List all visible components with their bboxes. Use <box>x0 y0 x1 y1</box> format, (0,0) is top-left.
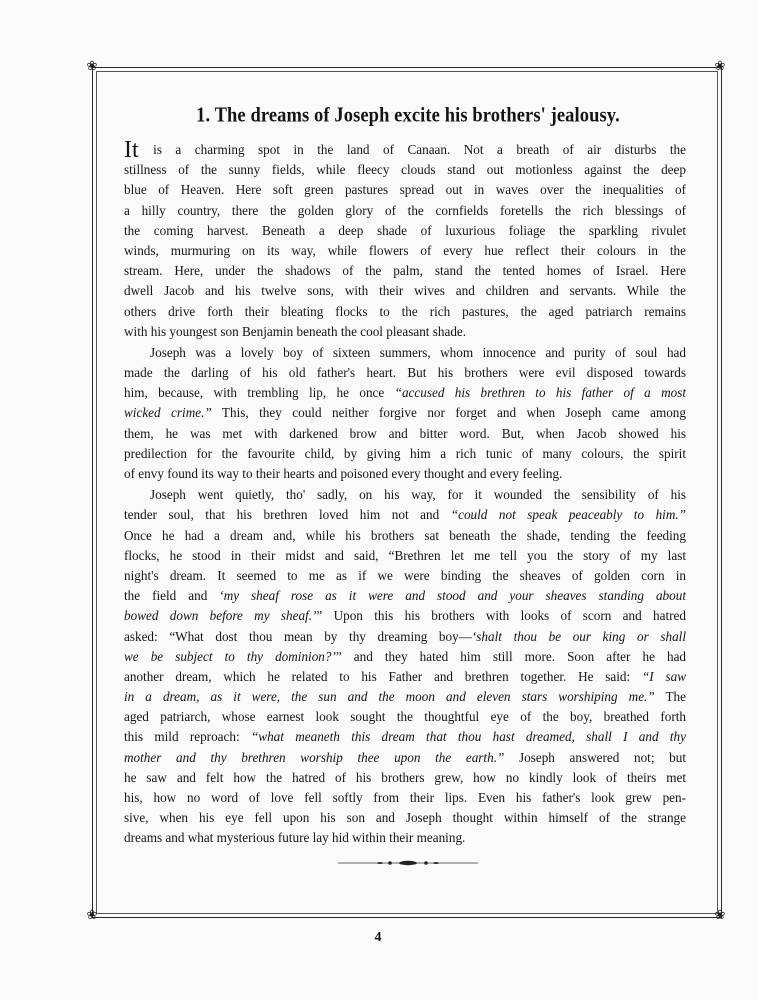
text-line <box>124 808 686 828</box>
text-line <box>124 566 686 586</box>
text-line <box>124 403 686 423</box>
text-line <box>124 667 686 687</box>
italic-quote: “what meaneth this dream that thou hast dreamed, shall I and thy <box>250 729 686 745</box>
text-line <box>124 647 686 667</box>
text-line <box>124 727 686 747</box>
text-run: the field and <box>124 588 220 604</box>
text-line <box>124 302 686 322</box>
corner-ornament-bottom-left: ❀ <box>86 908 98 923</box>
italic-quote: “accused his brethren to his father of a most <box>394 385 686 401</box>
italic-quote: we be subject to thy dominion?’ <box>124 648 336 664</box>
text-run: his, how no word of love fell softly from their lips. Even his father's look grew pen- <box>124 790 686 805</box>
text-run: blue of Heaven. Here soft green pastures spread out in waves over the inequalities of <box>124 182 686 198</box>
text-run: stream. Here, under the shadows of the palm, stand the tented homes of Israel. Here <box>124 263 686 279</box>
text-line <box>124 281 686 301</box>
text-line <box>124 526 686 546</box>
italic-quote: mother and thy brethren worship thee upon the earth.” <box>124 749 505 765</box>
text-line <box>124 201 686 221</box>
page-number: 4 <box>374 930 382 945</box>
drop-cap: It <box>124 140 139 161</box>
text-run: Joseph answered not; but <box>504 749 686 765</box>
italic-quote: in a dream, as it were, the sun and the moon and eleven stars worshiping me.” <box>124 689 655 705</box>
text-line <box>124 180 686 200</box>
text-run: Joseph went quietly, tho' sadly, on his way, for it wounded the sensibility of his <box>150 487 686 503</box>
text-run: a hilly country, there the golden glory of the cornfields foretells the rich blessings of <box>124 202 686 218</box>
text-run: This, they could neither forgive nor forget and when Joseph came among <box>211 405 686 421</box>
text-run: with his youngest son Benjamin beneath the cool pleasant shade. <box>124 323 467 339</box>
text-line <box>124 768 686 788</box>
text-run: The <box>654 689 686 705</box>
text-run: of envy found its way to their hearts and poisoned every thought and every feeling. <box>124 466 563 481</box>
corner-ornament-bottom-right: ❀ <box>714 908 726 923</box>
text-line <box>124 788 686 808</box>
body-text <box>124 140 686 849</box>
text-run: aged patriarch, whose earnest look sought the thoughtful eye of the boy, breathed forth <box>124 709 686 725</box>
text-run: Joseph was a lovely boy of sixteen summers, whom innocence and purity of soul had <box>150 344 686 360</box>
text-run: tender soul, that his brethren loved him not and <box>124 507 451 523</box>
text-line <box>124 363 686 383</box>
text-run: night's dream. It seemed to me as if we were binding the sheaves of golden corn in <box>124 567 686 583</box>
text-line <box>124 606 686 626</box>
section-divider-ornament <box>338 858 478 868</box>
text-line <box>124 464 686 484</box>
text-line <box>124 261 686 281</box>
italic-quote: bowed down before my sheaf.’ <box>124 608 317 624</box>
italic-quote: ‘my sheaf rose as it were and stood and your sheaves standing about <box>219 588 686 604</box>
text-run: dwell Jacob and his twelve sons, with their wives and children and servants. While the <box>124 283 686 299</box>
text-line <box>124 160 686 180</box>
text-line <box>124 383 686 403</box>
text-line <box>124 221 686 241</box>
text-run: winds, murmuring on its way, while flowers of every hue reflect their colours in the <box>124 242 686 258</box>
text-line <box>124 687 686 707</box>
text-run: this mild reproach: <box>124 729 251 745</box>
text-run: Once he had a dream and, while his brothers sat beneath the shade, tending the feeding <box>124 527 686 543</box>
italic-quote: “I saw <box>641 668 686 684</box>
text-line <box>124 546 686 566</box>
text-run: made the darling of his old father's heart. But his brothers were evil disposed towards <box>124 365 686 381</box>
text-line <box>124 241 686 261</box>
text-line <box>124 140 686 160</box>
corner-ornament-top-right: ❀ <box>714 59 726 74</box>
chapter-title: 1. The dreams of Joseph excite his brothers' jealousy. <box>196 104 620 128</box>
corner-ornament-top-left: ❀ <box>86 59 98 74</box>
italic-quote: ‘shalt thou be our king or shall <box>471 628 686 644</box>
text-run: ” Upon this his brothers with looks of scorn and hatred <box>316 608 686 624</box>
text-line <box>124 505 686 525</box>
text-run: predilection for the favourite child, by giving him a rich tunic of many colours, the spirit <box>124 445 686 461</box>
text-line <box>124 627 686 647</box>
italic-quote: wicked crime.” <box>124 405 212 421</box>
italic-quote: “could not speak peaceably to him.” <box>450 507 686 523</box>
text-line <box>124 586 686 606</box>
text-line <box>124 322 686 342</box>
text-run: another dream, which he related to his Father and brethren together. He said: <box>124 668 642 684</box>
text-run: asked: “What dost thou mean by thy dreaming boy— <box>124 628 472 644</box>
text-run: others drive forth their bleating flocks to the rich pastures, the aged patriarch remains <box>124 303 686 319</box>
text-run: dreams and what mysterious future lay hid within their meaning. <box>124 830 466 846</box>
text-line <box>124 343 686 363</box>
text-line <box>124 707 686 727</box>
text-line <box>124 748 686 768</box>
text-line <box>124 485 686 505</box>
text-run: sive, when his eye fell upon his son and Joseph thought within himself of the strange <box>124 810 686 826</box>
text-run: him, because, with trembling lip, he once <box>124 385 395 401</box>
text-run: flocks, he stood in their midst and said, “Brethren let me tell you the story of my last <box>124 547 686 563</box>
text-run: them, he was met with darkened brow and bitter word. But, when Jacob showed his <box>124 425 686 441</box>
text-run: is a charming spot in the land of Canaan. Not a breath of air disturbs the <box>139 142 686 157</box>
text-line <box>124 424 686 444</box>
text-line <box>124 444 686 464</box>
text-run: stillness of the sunny fields, while fleecy clouds stand out motionless against the deep <box>124 162 686 178</box>
text-run: the coming harvest. Beneath a deep shade of luxurious foliage the sparkling rivulet <box>124 222 686 238</box>
text-line <box>124 828 686 848</box>
text-run: ” and they hated him still more. Soon after he had <box>335 648 686 664</box>
text-run: he saw and felt how the hatred of his brothers grew, how no kindly look of theirs met <box>124 769 686 785</box>
